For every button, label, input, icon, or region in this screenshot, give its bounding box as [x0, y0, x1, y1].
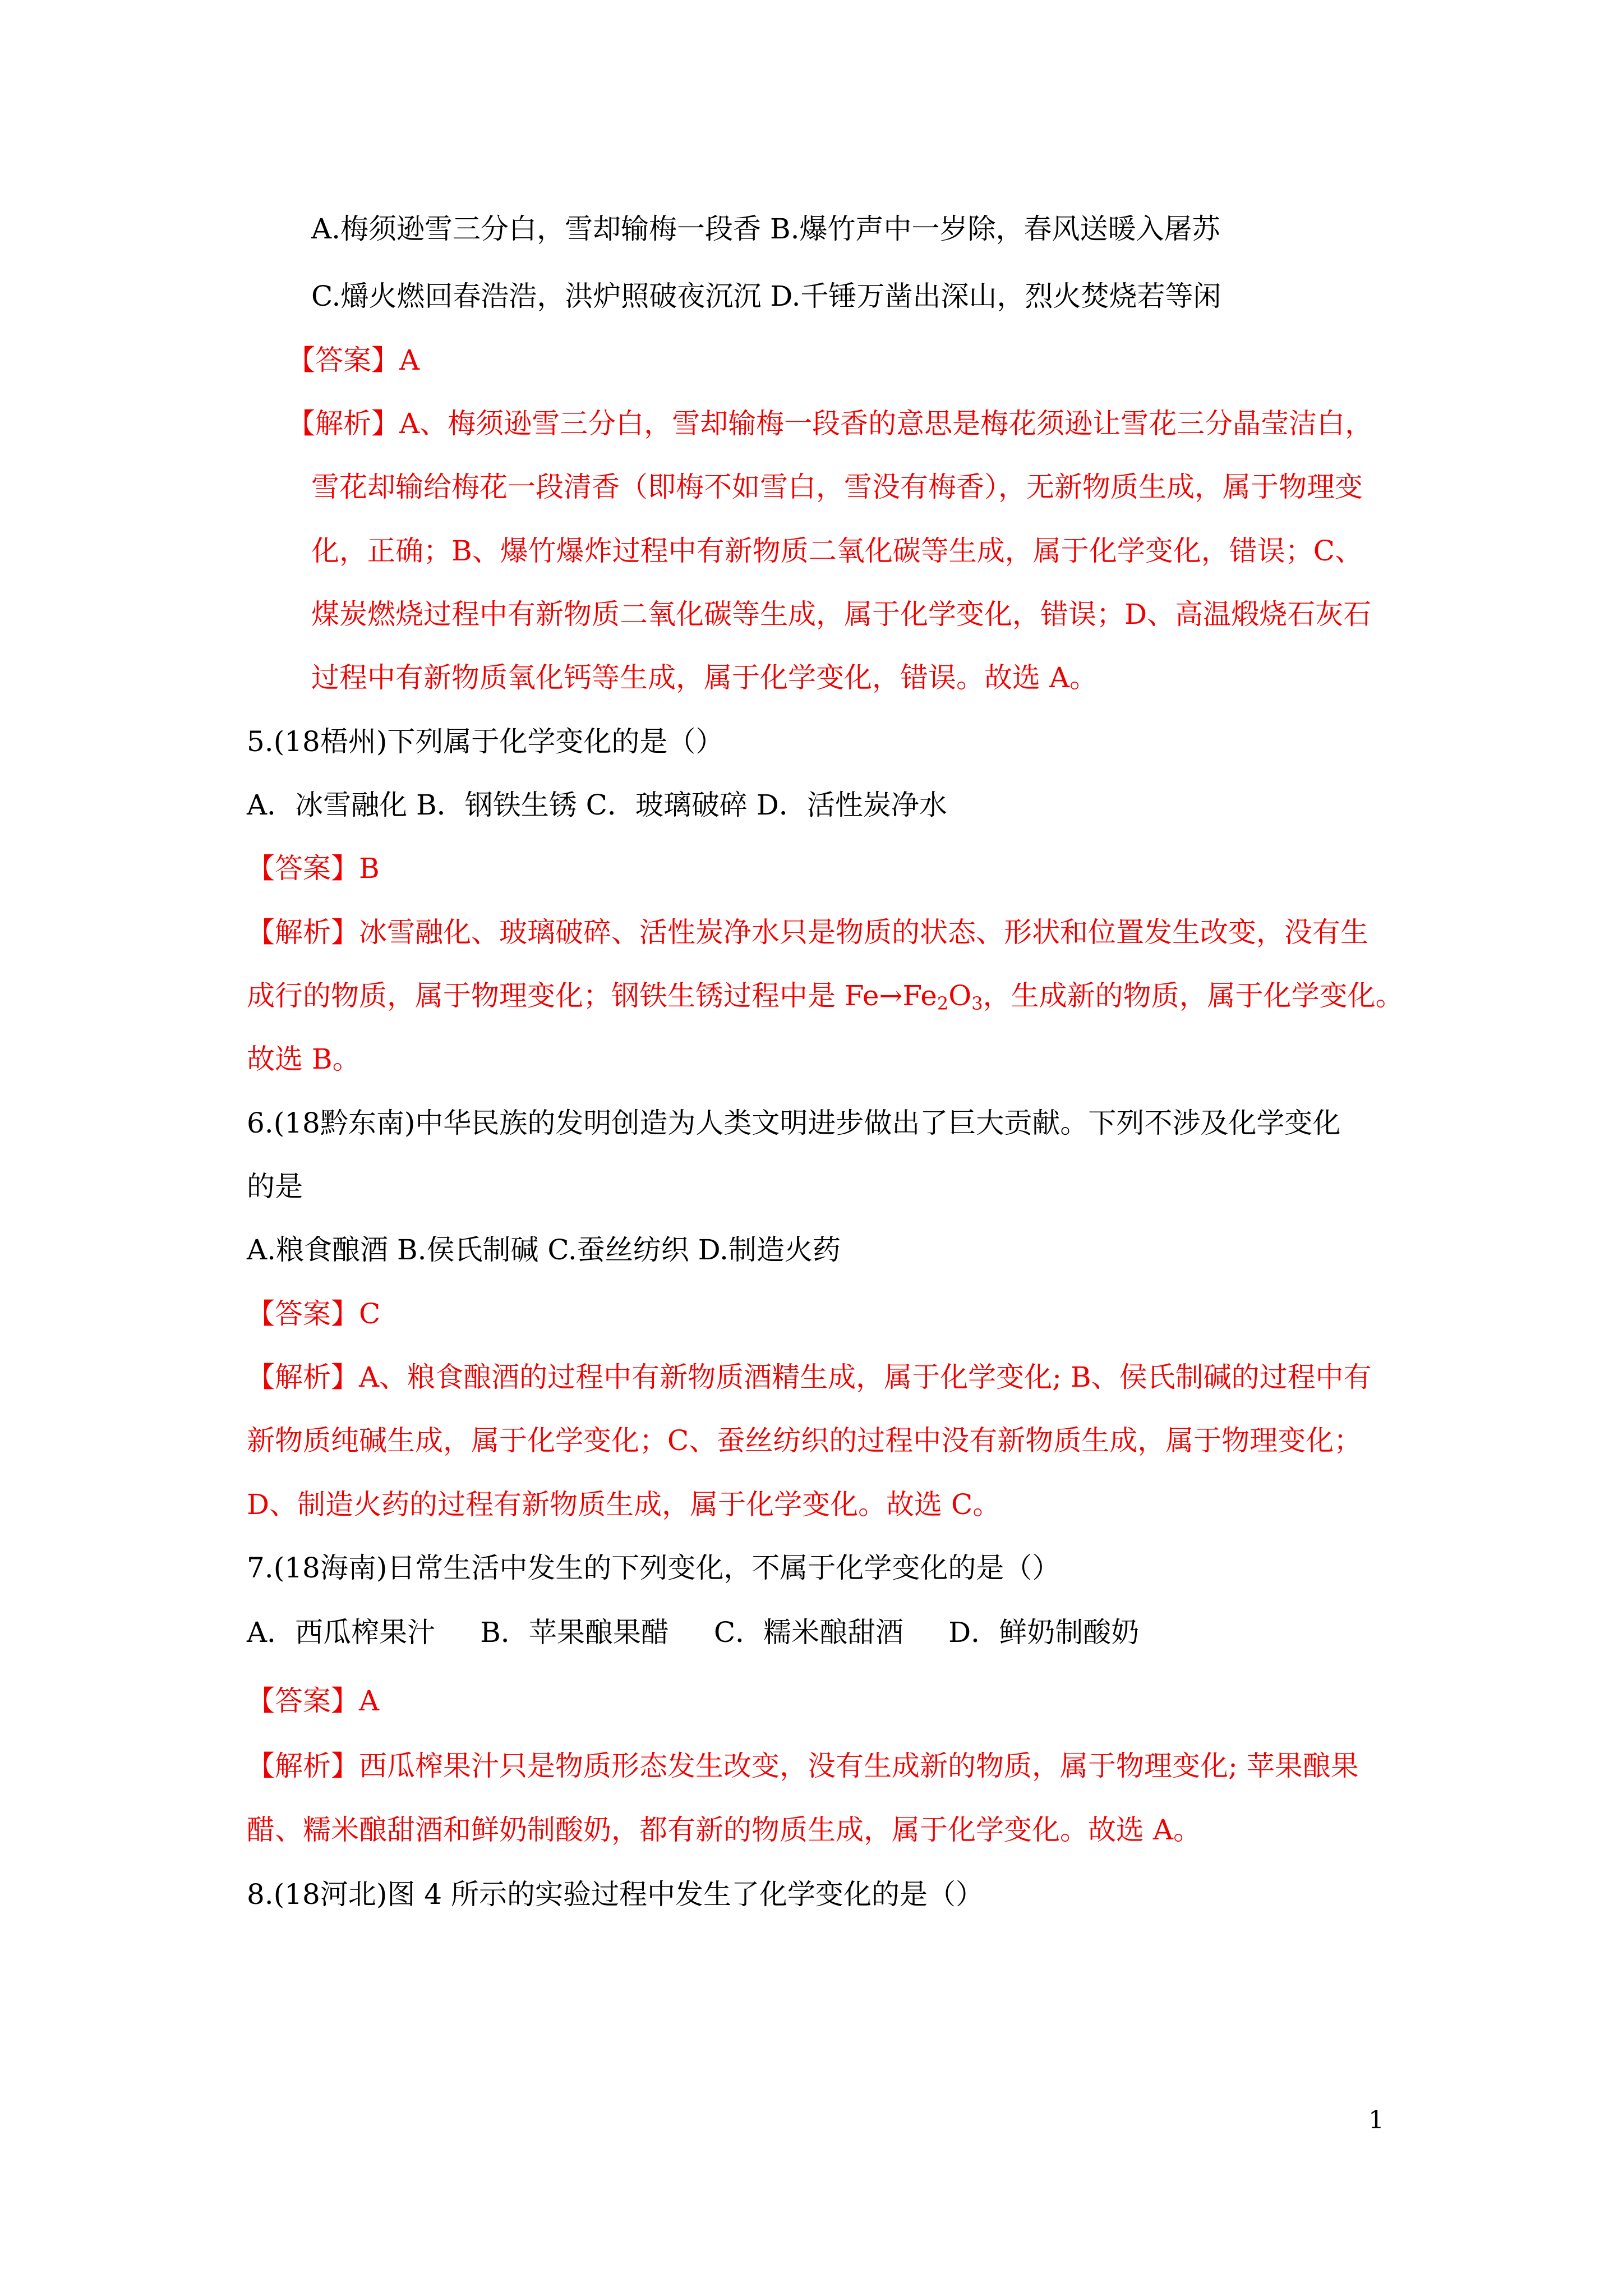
q5-analysis-line-2: [247, 979, 1404, 1013]
q4-analysis-line-3: 化，正确；B、爆竹爆炸过程中有新物质二氧化碳等生成，属于化学变化，错误；C、: [311, 535, 1363, 567]
q4-analysis-line-1: 【解析】A、梅须逊雪三分白，雪却输梅一段香的意思是梅花须逊让雪花三分晶莹洁白，: [287, 407, 1373, 440]
q6-options: A.粮食酿酒 B.侯氏制碱 C.蚕丝纺织 D.制造火药: [247, 1234, 841, 1266]
q6-analysis-line-3: D、制造火药的过程有新物质生成，属于化学变化。故选 C。: [247, 1488, 1001, 1521]
q6-analysis-line-1: 【解析】A、粮食酿酒的过程中有新物质酒精生成，属于化学变化; B、侯氏制碱的过程中有: [247, 1361, 1372, 1393]
q4-analysis-line-4: 煤炭燃烧过程中有新物质二氧化碳等生成，属于化学变化，错误；D、高温煅烧石灰石: [311, 598, 1372, 631]
q4-options-line-1: A.梅须逊雪三分白，雪却输梅一段香 B.爆竹声中一岁除，春风送暖入屠苏: [311, 213, 1220, 245]
q5-answer: 【答案】B: [247, 852, 380, 885]
q6-question-line-1: 6.(18黔东南)中华民族的发明创造为人类文明进步做出了巨大贡献。下列不涉及化学变化: [247, 1107, 1341, 1139]
q8-question: 8.(18河北)图 4 所示的实验过程中发生了化学变化的是（）: [247, 1878, 984, 1911]
formula-element: O: [948, 979, 972, 1012]
q7-answer: 【答案】A: [247, 1685, 380, 1717]
q4-answer: 【答案】A: [287, 344, 420, 376]
q5-analysis-line-1: 【解析】冰雪融化、玻璃破碎、活性炭净水只是物质的状态、形状和位置发生改变，没有生: [247, 916, 1368, 949]
q6-answer: 【答案】C: [247, 1297, 381, 1330]
page-number: 1: [1368, 2106, 1384, 2134]
q7-option-c: C．糯米酿甜酒: [713, 1616, 904, 1649]
q7-analysis-line-2: 醋、糯米酿甜酒和鲜奶制酸奶，都有新的物质生成，属于化学变化。故选 A。: [247, 1814, 1202, 1846]
q5-analysis-line-2-start: 成行的物质，属于物理变化；钢铁生锈过程中是 Fe→Fe: [247, 979, 937, 1012]
q5-question: 5.(18梧州)下列属于化学变化的是（）: [247, 725, 724, 758]
formula-subscript: 3: [971, 993, 983, 1014]
q5-analysis-line-3: 故选 B。: [247, 1043, 361, 1075]
q7-analysis-line-1: 【解析】西瓜榨果汁只是物质形态发生改变，没有生成新的物质，属于物理变化; 苹果酿果: [247, 1750, 1359, 1782]
q4-analysis-line-5: 过程中有新物质氧化钙等生成，属于化学变化，错误。故选 A。: [311, 661, 1098, 694]
q5-analysis-line-2-end: ，生成新的物质，属于化学变化。: [983, 979, 1404, 1012]
q6-analysis-line-2: 新物质纯碱生成，属于化学变化；C、蚕丝纺织的过程中没有新物质生成，属于物理变化；: [247, 1424, 1362, 1457]
q7-question: 7.(18海南)日常生活中发生的下列变化，不属于化学变化的是（）: [247, 1552, 1061, 1584]
q4-options-line-2: C.爝火燃回春浩浩，洪炉照破夜沉沉 D.千锤万凿出深山，烈火焚烧若等闲: [311, 280, 1221, 312]
q7-option-b: B．苹果酿果醋: [480, 1616, 669, 1649]
q4-analysis-line-2: 雪花却输给梅花一段清香（即梅不如雪白，雪没有梅香），无新物质生成，属于物理变: [311, 471, 1363, 503]
q7-option-d: D．鲜奶制酸奶: [948, 1616, 1140, 1649]
q5-options: A．冰雪融化 B．钢铁生锈 C．玻璃破碎 D．活性炭净水: [247, 789, 947, 821]
q7-options: [247, 1616, 1139, 1649]
q7-option-a: A．西瓜榨果汁: [247, 1616, 436, 1649]
q6-question-line-2: 的是: [247, 1170, 303, 1203]
formula-subscript: 2: [937, 993, 949, 1014]
